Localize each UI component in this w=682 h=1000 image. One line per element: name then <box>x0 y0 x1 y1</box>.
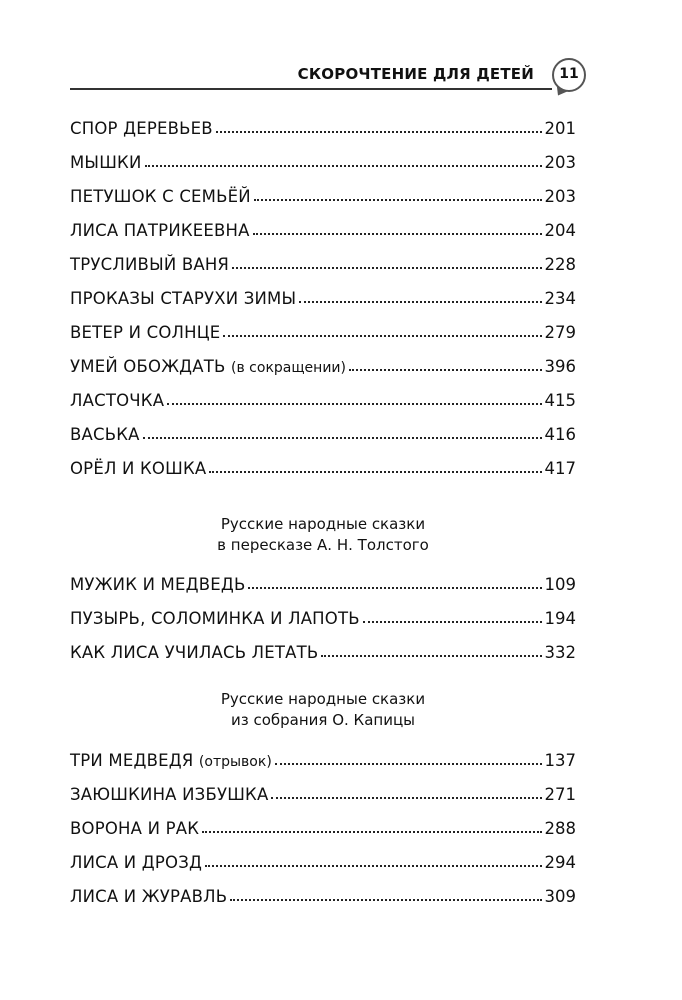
toc-entry-title <box>70 289 296 308</box>
toc-entry-title <box>70 643 318 662</box>
toc-entry-page: 137 <box>544 751 576 770</box>
toc-entry-title <box>70 887 227 906</box>
toc-entry-page: 279 <box>544 323 576 342</box>
toc-entry-page: 271 <box>544 785 576 804</box>
toc-entry <box>70 872 576 906</box>
toc-entry-title-text: ВАСЬКА <box>70 425 140 444</box>
toc-entry <box>70 594 576 628</box>
toc-entry-page: 194 <box>544 609 576 628</box>
dot-leader <box>363 621 542 623</box>
toc-entry-page: 204 <box>544 221 576 240</box>
dot-leader <box>216 131 542 133</box>
dot-leader <box>167 403 541 405</box>
toc-entry-title <box>70 425 140 444</box>
toc-entry-title-text: МЫШКИ <box>70 153 142 172</box>
dot-leader <box>254 199 542 201</box>
toc-entry-title-text: ОРЁЛ И КОШКА <box>70 459 207 478</box>
toc-entry-title-text: ЛАСТОЧКА <box>70 391 165 410</box>
toc-entry-title-text: ТРИ МЕДВЕДЯ <box>70 751 194 770</box>
toc-entry-page: 234 <box>544 289 576 308</box>
toc-entry <box>70 206 576 240</box>
toc-entry <box>70 410 576 444</box>
toc-entry-title-text: ЛИСА ПАТРИКЕЕВНА <box>70 221 250 240</box>
dot-leader <box>145 165 542 167</box>
toc-entry-title <box>70 187 251 206</box>
running-title: СКОРОЧТЕНИЕ ДЛЯ ДЕТЕЙ <box>297 65 534 83</box>
toc-entry-title-text: МУЖИК И МЕДВЕДЬ <box>70 575 246 594</box>
toc-entry-title <box>70 221 250 240</box>
toc-entry-title-text: ЗАЮШКИНА ИЗБУШКА <box>70 785 269 804</box>
dot-leader <box>275 763 542 765</box>
section-heading-line: Русские народные сказки <box>220 690 426 708</box>
toc-entry-title <box>70 853 202 872</box>
toc-entry-title-text: ЛИСА И ДРОЗД <box>70 853 203 872</box>
toc-entry-note: (отрывок) <box>198 754 272 770</box>
dot-leader <box>271 797 541 799</box>
toc-entry-title <box>70 153 142 172</box>
toc-entry-page: 294 <box>544 853 576 872</box>
toc-entry-title-text: ЛИСА И ЖУРАВЛЬ <box>70 887 228 906</box>
toc-entry <box>70 240 576 274</box>
toc-entry-page: 203 <box>544 153 576 172</box>
toc-entry <box>70 770 576 804</box>
toc-entry-title-text: ПЕТУШОК С СЕМЬЁЙ <box>70 187 251 206</box>
toc-entry <box>70 376 576 410</box>
dot-leader <box>253 233 542 235</box>
toc-entry-page: 417 <box>544 459 576 478</box>
toc-entry-title <box>70 575 245 594</box>
toc-entry-title <box>70 785 268 804</box>
toc-entry-page: 332 <box>544 643 576 662</box>
toc-entry <box>70 274 576 308</box>
dot-leader <box>143 437 542 439</box>
toc-entry-page: 396 <box>544 357 576 376</box>
dot-leader <box>223 335 541 337</box>
toc-group-3 <box>70 736 576 906</box>
circular-arrow-icon <box>553 86 567 99</box>
toc-entry <box>70 342 576 376</box>
page-header <box>70 58 588 92</box>
toc-entry-page: 416 <box>544 425 576 444</box>
toc-entry-title <box>70 357 346 376</box>
section-heading-line: Русские народные сказки <box>220 515 426 533</box>
toc-entry-title <box>70 391 164 410</box>
section-heading-line: в пересказе А. Н. Толстого <box>217 536 429 554</box>
toc-entry-title-text: ВЕТЕР И СОЛНЦЕ <box>70 323 221 342</box>
toc-entry-page: 415 <box>544 391 576 410</box>
dot-leader <box>349 369 542 371</box>
section-heading-line: из собрания О. Капицы <box>230 711 416 729</box>
toc-entry <box>70 804 576 838</box>
dot-leader <box>205 865 541 867</box>
toc-entry-title-text: КАК ЛИСА УЧИЛАСЬ ЛЕТАТЬ <box>70 643 319 662</box>
page-number: 11 <box>559 66 579 82</box>
toc-entry <box>70 444 576 478</box>
toc-entry-title-text: ПРОКАЗЫ СТАРУХИ ЗИМЫ <box>70 289 297 308</box>
toc-entry-title <box>70 751 272 770</box>
section-heading-tolstoy <box>70 514 576 556</box>
toc-entry-page: 309 <box>544 887 576 906</box>
toc-entry-note: (в сокращении) <box>231 360 346 376</box>
toc-entry <box>70 628 576 662</box>
toc-entry <box>70 138 576 172</box>
toc-entry <box>70 172 576 206</box>
dot-leader <box>202 831 541 833</box>
section-heading-kapitsa <box>70 689 576 731</box>
page-number-badge <box>552 58 586 92</box>
toc-entry <box>70 308 576 342</box>
toc-entry-page: 288 <box>544 819 576 838</box>
toc-entry-title <box>70 819 199 838</box>
toc-entry-page: 109 <box>544 575 576 594</box>
toc-entry-title <box>70 255 229 274</box>
dot-leader <box>321 655 541 657</box>
toc-entry-page: 228 <box>544 255 576 274</box>
toc-group-2 <box>70 560 576 662</box>
toc-entry <box>70 838 576 872</box>
toc-entry-title <box>70 119 213 138</box>
header-rule <box>70 88 552 90</box>
dot-leader <box>299 301 541 303</box>
toc-entry-page: 201 <box>544 119 576 138</box>
toc-entry-title <box>70 459 206 478</box>
dot-leader <box>230 899 541 901</box>
toc-entry-title-text: ПУЗЫРЬ, СОЛОМИНКА И ЛАПОТЬ <box>70 609 360 628</box>
toc-entry-title-text: ВОРОНА И РАК <box>70 819 200 838</box>
toc-entry-title-text: СПОР ДЕРЕВЬЕВ <box>70 119 213 138</box>
toc-entry-title <box>70 609 360 628</box>
toc-entry-title-text: УМЕЙ ОБОЖДАТЬ <box>70 357 226 376</box>
toc-entry <box>70 560 576 594</box>
toc-group-1 <box>70 104 576 478</box>
toc-entry-title-text: ТРУСЛИВЫЙ ВАНЯ <box>70 255 230 274</box>
toc-entry-page: 203 <box>544 187 576 206</box>
toc-entry <box>70 736 576 770</box>
dot-leader <box>209 471 541 473</box>
toc-entry <box>70 104 576 138</box>
dot-leader <box>248 587 541 589</box>
toc-entry-title <box>70 323 220 342</box>
dot-leader <box>232 267 541 269</box>
